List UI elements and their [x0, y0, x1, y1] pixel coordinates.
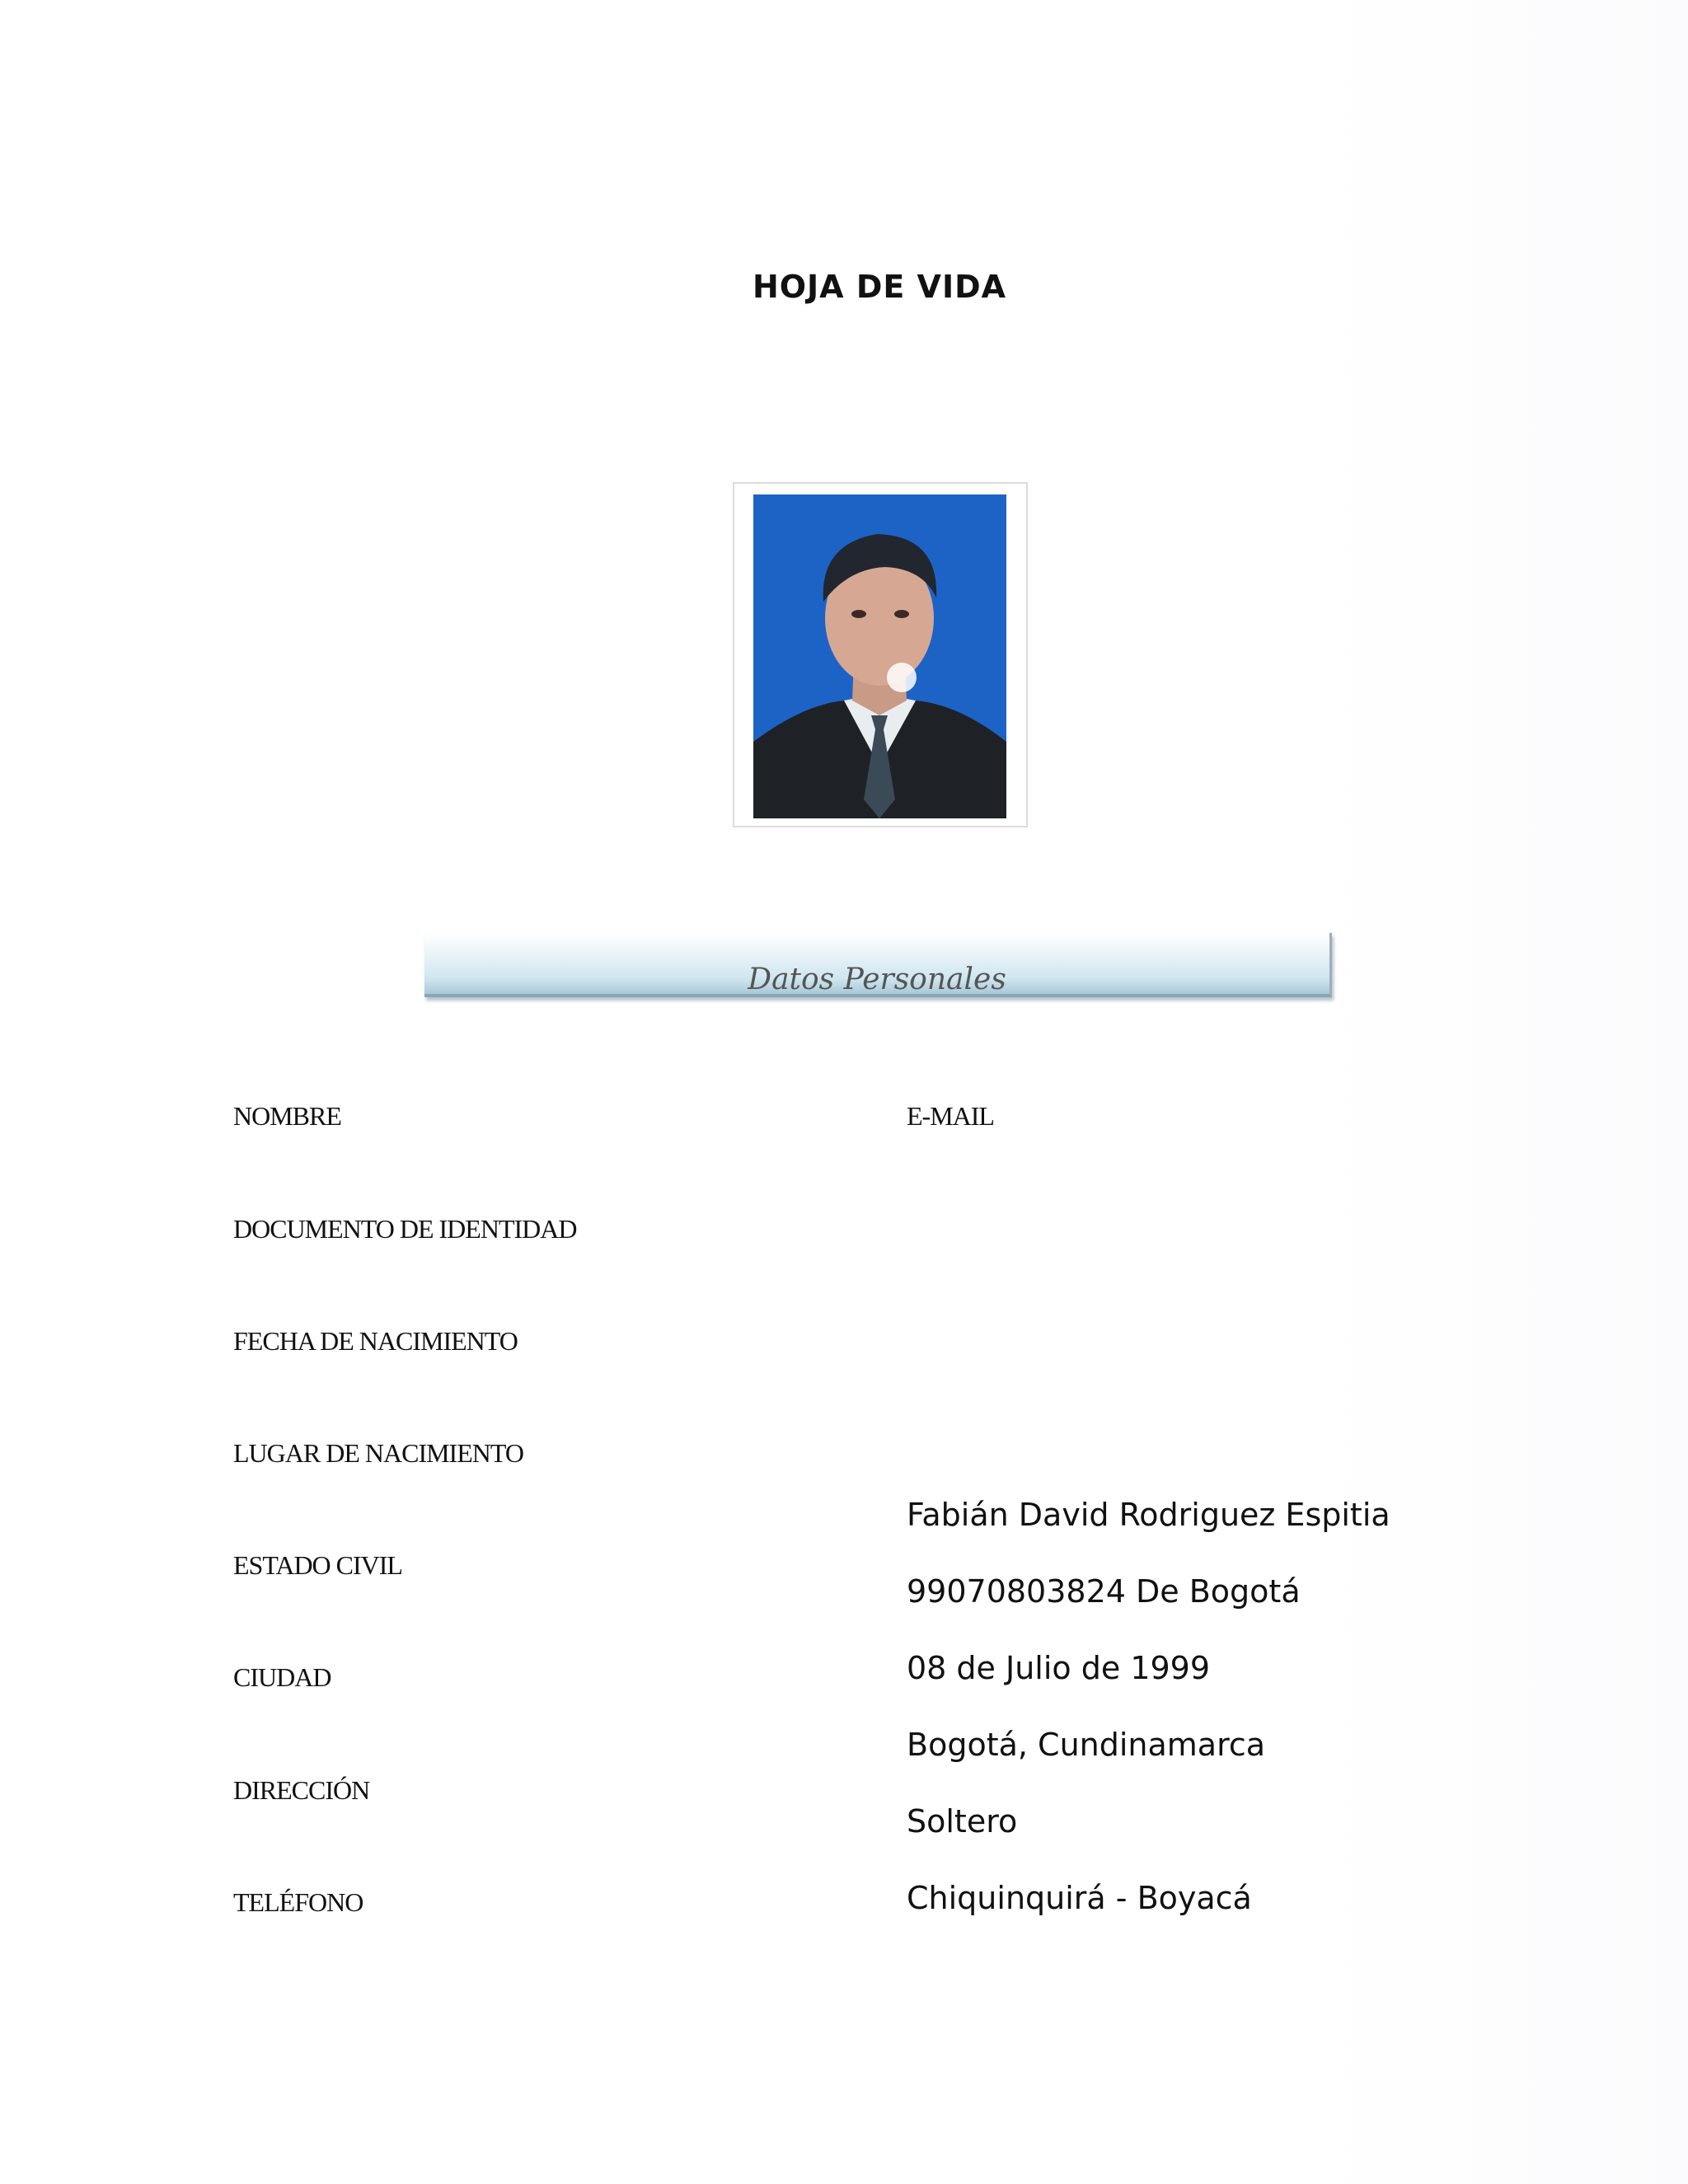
value-estado-civil: Soltero: [907, 1803, 1018, 1840]
value-lugar-nacimiento: Bogotá, Cundinamarca: [907, 1727, 1266, 1763]
photo-frame: [733, 482, 1028, 827]
label-telefono: TELÉFONO: [233, 1887, 363, 1917]
label-documento: DOCUMENTO DE IDENTIDAD: [233, 1214, 577, 1244]
value-fecha-nacimiento: 08 de Julio de 1999: [907, 1650, 1211, 1686]
person-portrait-icon: [753, 494, 1006, 818]
id-photo: [753, 494, 1006, 818]
label-direccion: DIRECCIÓN: [233, 1775, 370, 1805]
label-email: E-MAIL: [907, 1101, 994, 1131]
label-nombre: NOMBRE: [233, 1101, 341, 1131]
label-fecha-nacimiento: FECHA DE NACIMIENTO: [233, 1326, 518, 1356]
label-lugar-nacimiento: LUGAR DE NACIMIENTO: [233, 1438, 523, 1468]
value-nombre: Fabián David Rodriguez Espitia: [907, 1497, 1390, 1533]
label-estado-civil: ESTADO CIVIL: [233, 1550, 402, 1580]
value-ciudad: Chiquinquirá - Boyacá: [907, 1880, 1252, 1916]
label-ciudad: CIUDAD: [233, 1662, 331, 1692]
section-title: Datos Personales: [748, 963, 1006, 996]
document-title: HOJA DE VIDA: [752, 269, 1007, 305]
section-banner-datos-personales: [424, 933, 1332, 997]
value-documento: 99070803824 De Bogotá: [907, 1573, 1301, 1610]
